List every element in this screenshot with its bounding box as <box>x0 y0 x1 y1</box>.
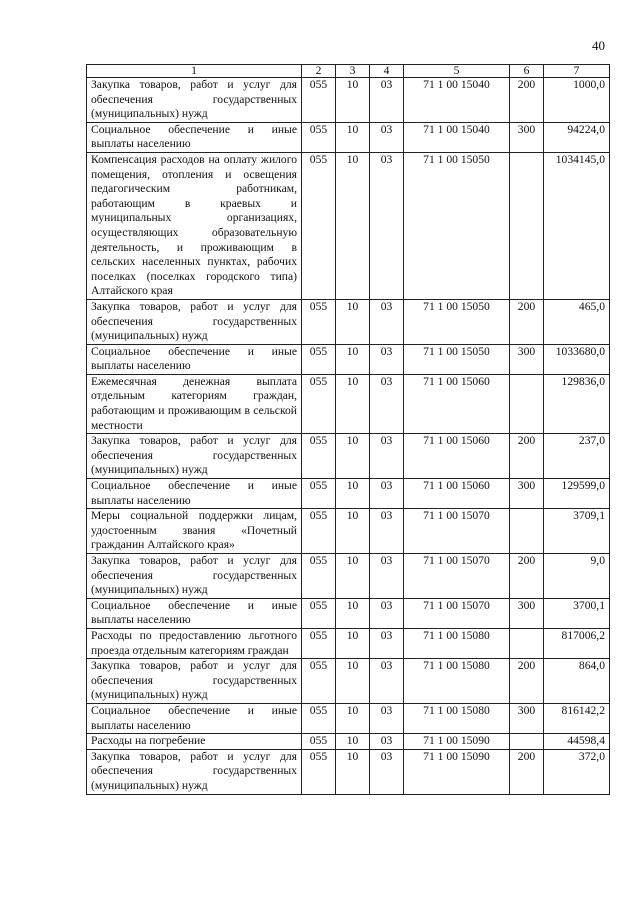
amount: 465,0 <box>544 299 610 344</box>
expense-type-code <box>510 152 544 299</box>
target-article-code: 71 1 00 15090 <box>404 749 510 794</box>
ministry-code: 055 <box>302 479 336 509</box>
expense-type-code: 300 <box>510 344 544 374</box>
column-header-5: 5 <box>404 65 510 78</box>
target-article-code: 71 1 00 15080 <box>404 703 510 733</box>
target-article-code: 71 1 00 15040 <box>404 122 510 152</box>
column-header-4: 4 <box>370 65 404 78</box>
target-article-code: 71 1 00 15080 <box>404 659 510 704</box>
amount: 1033680,0 <box>544 344 610 374</box>
section-code: 10 <box>336 749 370 794</box>
ministry-code: 055 <box>302 122 336 152</box>
ministry-code: 055 <box>302 703 336 733</box>
target-article-code: 71 1 00 15050 <box>404 344 510 374</box>
target-article-code: 71 1 00 15060 <box>404 374 510 433</box>
row-description: Социальное обеспечение и иные выплаты населению <box>87 703 302 733</box>
table-header <box>87 65 610 78</box>
subsection-code: 03 <box>370 734 404 750</box>
expense-type-code: 200 <box>510 749 544 794</box>
section-code: 10 <box>336 479 370 509</box>
table-row <box>87 78 610 123</box>
amount: 44598,4 <box>544 734 610 750</box>
table-body <box>87 78 610 795</box>
ministry-code: 055 <box>302 554 336 599</box>
table-row <box>87 703 610 733</box>
page-number: 40 <box>592 38 605 53</box>
section-code: 10 <box>336 299 370 344</box>
target-article-code: 71 1 00 15070 <box>404 554 510 599</box>
subsection-code: 03 <box>370 509 404 554</box>
row-description: Социальное обеспечение и иные выплаты населению <box>87 479 302 509</box>
ministry-code: 055 <box>302 78 336 123</box>
subsection-code: 03 <box>370 703 404 733</box>
table-row <box>87 344 610 374</box>
table-row <box>87 598 610 628</box>
subsection-code: 03 <box>370 374 404 433</box>
target-article-code: 71 1 00 15070 <box>404 598 510 628</box>
section-code: 10 <box>336 434 370 479</box>
ministry-code: 055 <box>302 152 336 299</box>
expense-type-code: 300 <box>510 122 544 152</box>
subsection-code: 03 <box>370 628 404 658</box>
row-description: Закупка товаров, работ и услуг для обеспечения государственных (муниципальных) нужд <box>87 299 302 344</box>
section-code: 10 <box>336 734 370 750</box>
table-row <box>87 749 610 794</box>
table-row <box>87 152 610 299</box>
table-row <box>87 554 610 599</box>
ministry-code: 055 <box>302 659 336 704</box>
table-row <box>87 374 610 433</box>
ministry-code: 055 <box>302 598 336 628</box>
amount: 3709,1 <box>544 509 610 554</box>
expense-type-code: 200 <box>510 78 544 123</box>
budget-table <box>86 64 610 795</box>
expense-type-code <box>510 509 544 554</box>
section-code: 10 <box>336 659 370 704</box>
row-description: Закупка товаров, работ и услуг для обеспечения государственных (муниципальных) нужд <box>87 749 302 794</box>
row-description: Социальное обеспечение и иные выплаты населению <box>87 122 302 152</box>
target-article-code: 71 1 00 15080 <box>404 628 510 658</box>
expense-type-code <box>510 734 544 750</box>
row-description: Социальное обеспечение и иные выплаты населению <box>87 598 302 628</box>
expense-type-code: 300 <box>510 479 544 509</box>
section-code: 10 <box>336 509 370 554</box>
expense-type-code: 200 <box>510 299 544 344</box>
amount: 1000,0 <box>544 78 610 123</box>
amount: 864,0 <box>544 659 610 704</box>
target-article-code: 71 1 00 15090 <box>404 734 510 750</box>
row-description: Социальное обеспечение и иные выплаты населению <box>87 344 302 374</box>
subsection-code: 03 <box>370 749 404 794</box>
column-header-1: 1 <box>87 65 302 78</box>
row-description: Расходы на погребение <box>87 734 302 750</box>
subsection-code: 03 <box>370 598 404 628</box>
ministry-code: 055 <box>302 509 336 554</box>
column-header-6: 6 <box>510 65 544 78</box>
ministry-code: 055 <box>302 344 336 374</box>
ministry-code: 055 <box>302 299 336 344</box>
section-code: 10 <box>336 344 370 374</box>
subsection-code: 03 <box>370 659 404 704</box>
section-code: 10 <box>336 703 370 733</box>
expense-type-code: 200 <box>510 554 544 599</box>
ministry-code: 055 <box>302 734 336 750</box>
target-article-code: 71 1 00 15070 <box>404 509 510 554</box>
ministry-code: 055 <box>302 628 336 658</box>
amount: 1034145,0 <box>544 152 610 299</box>
table-row <box>87 479 610 509</box>
subsection-code: 03 <box>370 299 404 344</box>
subsection-code: 03 <box>370 152 404 299</box>
section-code: 10 <box>336 78 370 123</box>
target-article-code: 71 1 00 15050 <box>404 152 510 299</box>
target-article-code: 71 1 00 15060 <box>404 479 510 509</box>
section-code: 10 <box>336 554 370 599</box>
column-header-2: 2 <box>302 65 336 78</box>
row-description: Закупка товаров, работ и услуг для обеспечения государственных (муниципальных) нужд <box>87 434 302 479</box>
section-code: 10 <box>336 598 370 628</box>
ministry-code: 055 <box>302 749 336 794</box>
subsection-code: 03 <box>370 344 404 374</box>
table-row <box>87 509 610 554</box>
table-row <box>87 122 610 152</box>
amount: 237,0 <box>544 434 610 479</box>
row-description: Закупка товаров, работ и услуг для обеспечения государственных (муниципальных) нужд <box>87 554 302 599</box>
expense-type-code: 200 <box>510 659 544 704</box>
table-row <box>87 628 610 658</box>
expense-type-code: 300 <box>510 703 544 733</box>
subsection-code: 03 <box>370 122 404 152</box>
section-code: 10 <box>336 122 370 152</box>
subsection-code: 03 <box>370 554 404 599</box>
subsection-code: 03 <box>370 479 404 509</box>
table-row <box>87 659 610 704</box>
table-row <box>87 434 610 479</box>
amount: 3700,1 <box>544 598 610 628</box>
expense-type-code <box>510 374 544 433</box>
expense-type-code: 300 <box>510 598 544 628</box>
target-article-code: 71 1 00 15040 <box>404 78 510 123</box>
column-header-3: 3 <box>336 65 370 78</box>
expense-type-code <box>510 628 544 658</box>
row-description: Закупка товаров, работ и услуг для обеспечения государственных (муниципальных) нужд <box>87 78 302 123</box>
row-description: Расходы по предоставлению льготного проезда отдельным категориям граждан <box>87 628 302 658</box>
row-description: Компенсация расходов на оплату жилого помещения, отопления и освещения педагогическим работникам, работающим в краевых и муниципальных организациях, осуществляющих образовательную деятельность, и проживающим в сельских населенных пунктах, рабочих поселках (поселках городского типа) Алтайского края <box>87 152 302 299</box>
section-code: 10 <box>336 628 370 658</box>
target-article-code: 71 1 00 15050 <box>404 299 510 344</box>
row-description: Закупка товаров, работ и услуг для обеспечения государственных (муниципальных) нужд <box>87 659 302 704</box>
section-code: 10 <box>336 152 370 299</box>
target-article-code: 71 1 00 15060 <box>404 434 510 479</box>
subsection-code: 03 <box>370 78 404 123</box>
amount: 372,0 <box>544 749 610 794</box>
amount: 816142,2 <box>544 703 610 733</box>
amount: 817006,2 <box>544 628 610 658</box>
ministry-code: 055 <box>302 374 336 433</box>
table-row <box>87 734 610 750</box>
section-code: 10 <box>336 374 370 433</box>
amount: 9,0 <box>544 554 610 599</box>
header-row <box>87 65 610 78</box>
amount: 129599,0 <box>544 479 610 509</box>
expense-type-code: 200 <box>510 434 544 479</box>
row-description: Меры социальной поддержки лицам, удостоенным звания «Почетный гражданин Алтайского края» <box>87 509 302 554</box>
amount: 129836,0 <box>544 374 610 433</box>
subsection-code: 03 <box>370 434 404 479</box>
ministry-code: 055 <box>302 434 336 479</box>
table-row <box>87 299 610 344</box>
row-description: Ежемесячная денежная выплата отдельным категориям граждан, работающим и проживающим в сельской местности <box>87 374 302 433</box>
column-header-7: 7 <box>544 65 610 78</box>
amount: 94224,0 <box>544 122 610 152</box>
